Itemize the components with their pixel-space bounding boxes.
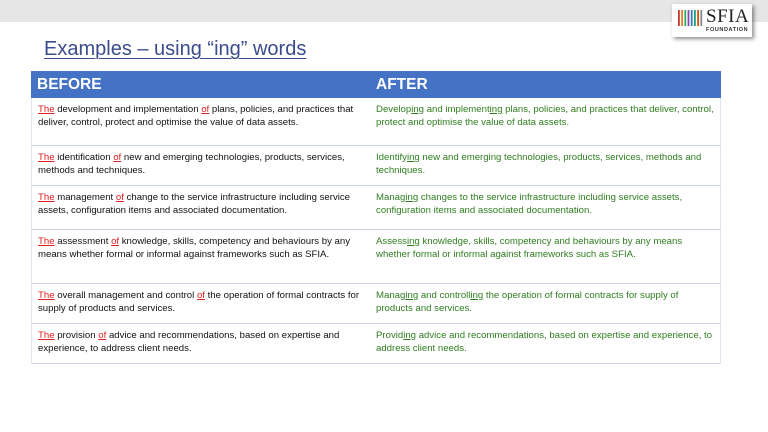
before-text: overall management and control bbox=[54, 290, 197, 301]
before-text: change to the service infrastructure including service assets, configuration items and associated documentation. bbox=[38, 192, 351, 217]
ing-suffix: ing bbox=[406, 236, 420, 247]
before-cell bbox=[32, 324, 370, 363]
before-text: management bbox=[54, 192, 116, 203]
after-cell bbox=[370, 146, 720, 185]
before-cell bbox=[32, 230, 370, 283]
logo-word: SFIA bbox=[706, 6, 750, 27]
highlight-the: The bbox=[38, 152, 55, 163]
logo-bar bbox=[681, 10, 683, 26]
highlight-the: The bbox=[38, 192, 55, 203]
highlight-of: of bbox=[113, 152, 122, 163]
highlight-the: The bbox=[38, 330, 55, 341]
sfia-logo bbox=[672, 4, 752, 37]
after-text: and implement bbox=[424, 104, 490, 115]
header-after: AFTER bbox=[376, 76, 428, 93]
slide-title: Examples – using “ing” words bbox=[44, 38, 307, 60]
logo-bar bbox=[697, 10, 699, 26]
highlight-of: of bbox=[98, 330, 107, 341]
before-text: identification bbox=[54, 152, 114, 163]
highlight-the: The bbox=[38, 236, 55, 247]
after-text: knowledge, skills, competency and behaviours by any means whether formal or informal against frameworks such as SFIA. bbox=[376, 236, 683, 261]
after-text: Identify bbox=[376, 152, 407, 163]
before-text: plans, policies, and practices that deliver, control, protect and optimise the value of data assets. bbox=[38, 104, 354, 129]
highlight-the: The bbox=[38, 290, 55, 301]
comparison-table bbox=[31, 71, 721, 364]
table-row bbox=[31, 146, 721, 186]
before-text: the operation of formal contracts for supply of products and services. bbox=[38, 290, 360, 315]
highlight-the: The bbox=[38, 104, 55, 115]
before-cell bbox=[32, 186, 370, 229]
table-row bbox=[31, 186, 721, 230]
logo-bar bbox=[700, 10, 702, 26]
ing-suffix: ing bbox=[489, 104, 503, 115]
after-text: Provid bbox=[376, 330, 404, 341]
after-text: Manag bbox=[376, 192, 406, 203]
logo-subtitle: FOUNDATION bbox=[706, 27, 749, 33]
table-header bbox=[31, 71, 721, 98]
before-text: provision bbox=[54, 330, 99, 341]
after-text: advice and recommendations, based on expertise and experience, to address client needs. bbox=[376, 330, 713, 355]
after-text: the operation of formal contracts for supply of products and services. bbox=[376, 290, 679, 315]
table-row bbox=[31, 230, 721, 284]
before-text: new and emerging technologies, products, services, methods and techniques. bbox=[38, 152, 345, 177]
before-text: assessment bbox=[54, 236, 112, 247]
ing-suffix: ing bbox=[470, 290, 484, 301]
after-text: changes to the service infrastructure including service assets, configuration items and associated documentation. bbox=[376, 192, 683, 217]
logo-bar bbox=[678, 10, 680, 26]
after-text: Assess bbox=[376, 236, 407, 247]
after-cell bbox=[370, 230, 720, 283]
after-cell bbox=[370, 186, 720, 229]
logo-bars-icon bbox=[678, 10, 704, 26]
highlight-of: of bbox=[201, 104, 210, 115]
ing-suffix: ing bbox=[406, 152, 420, 163]
highlight-of: of bbox=[115, 192, 124, 203]
top-band bbox=[0, 0, 768, 22]
before-cell bbox=[32, 98, 370, 145]
after-text: and controll bbox=[418, 290, 471, 301]
after-text: plans, policies, and practices that deliver, control, protect and optimise the value of data assets. bbox=[376, 104, 714, 129]
before-text: advice and recommendations, based on expertise and experience, to address client needs. bbox=[38, 330, 340, 355]
after-text: Manag bbox=[376, 290, 406, 301]
after-cell bbox=[370, 98, 720, 145]
after-cell bbox=[370, 324, 720, 363]
header-before: BEFORE bbox=[37, 76, 102, 93]
table-row bbox=[31, 284, 721, 324]
table-row bbox=[31, 98, 721, 146]
ing-suffix: ing bbox=[405, 192, 419, 203]
logo-bar bbox=[684, 10, 686, 26]
after-text: Develop bbox=[376, 104, 412, 115]
logo-bar bbox=[694, 10, 696, 26]
ing-suffix: ing bbox=[405, 290, 419, 301]
logo-bar bbox=[688, 10, 690, 26]
ing-suffix: ing bbox=[403, 330, 417, 341]
table-body bbox=[31, 98, 721, 364]
table-row bbox=[31, 324, 721, 364]
logo-bar bbox=[691, 10, 693, 26]
highlight-of: of bbox=[111, 236, 120, 247]
before-cell bbox=[32, 146, 370, 185]
highlight-of: of bbox=[196, 290, 205, 301]
after-cell bbox=[370, 284, 720, 323]
before-text: knowledge, skills, competency and behaviours by any means whether formal or informal against frameworks such as SFIA. bbox=[38, 236, 351, 261]
before-cell bbox=[32, 284, 370, 323]
before-text: development and implementation bbox=[54, 104, 202, 115]
ing-suffix: ing bbox=[411, 104, 425, 115]
after-text: new and emerging technologies, products, services, methods and techniques. bbox=[376, 152, 702, 177]
